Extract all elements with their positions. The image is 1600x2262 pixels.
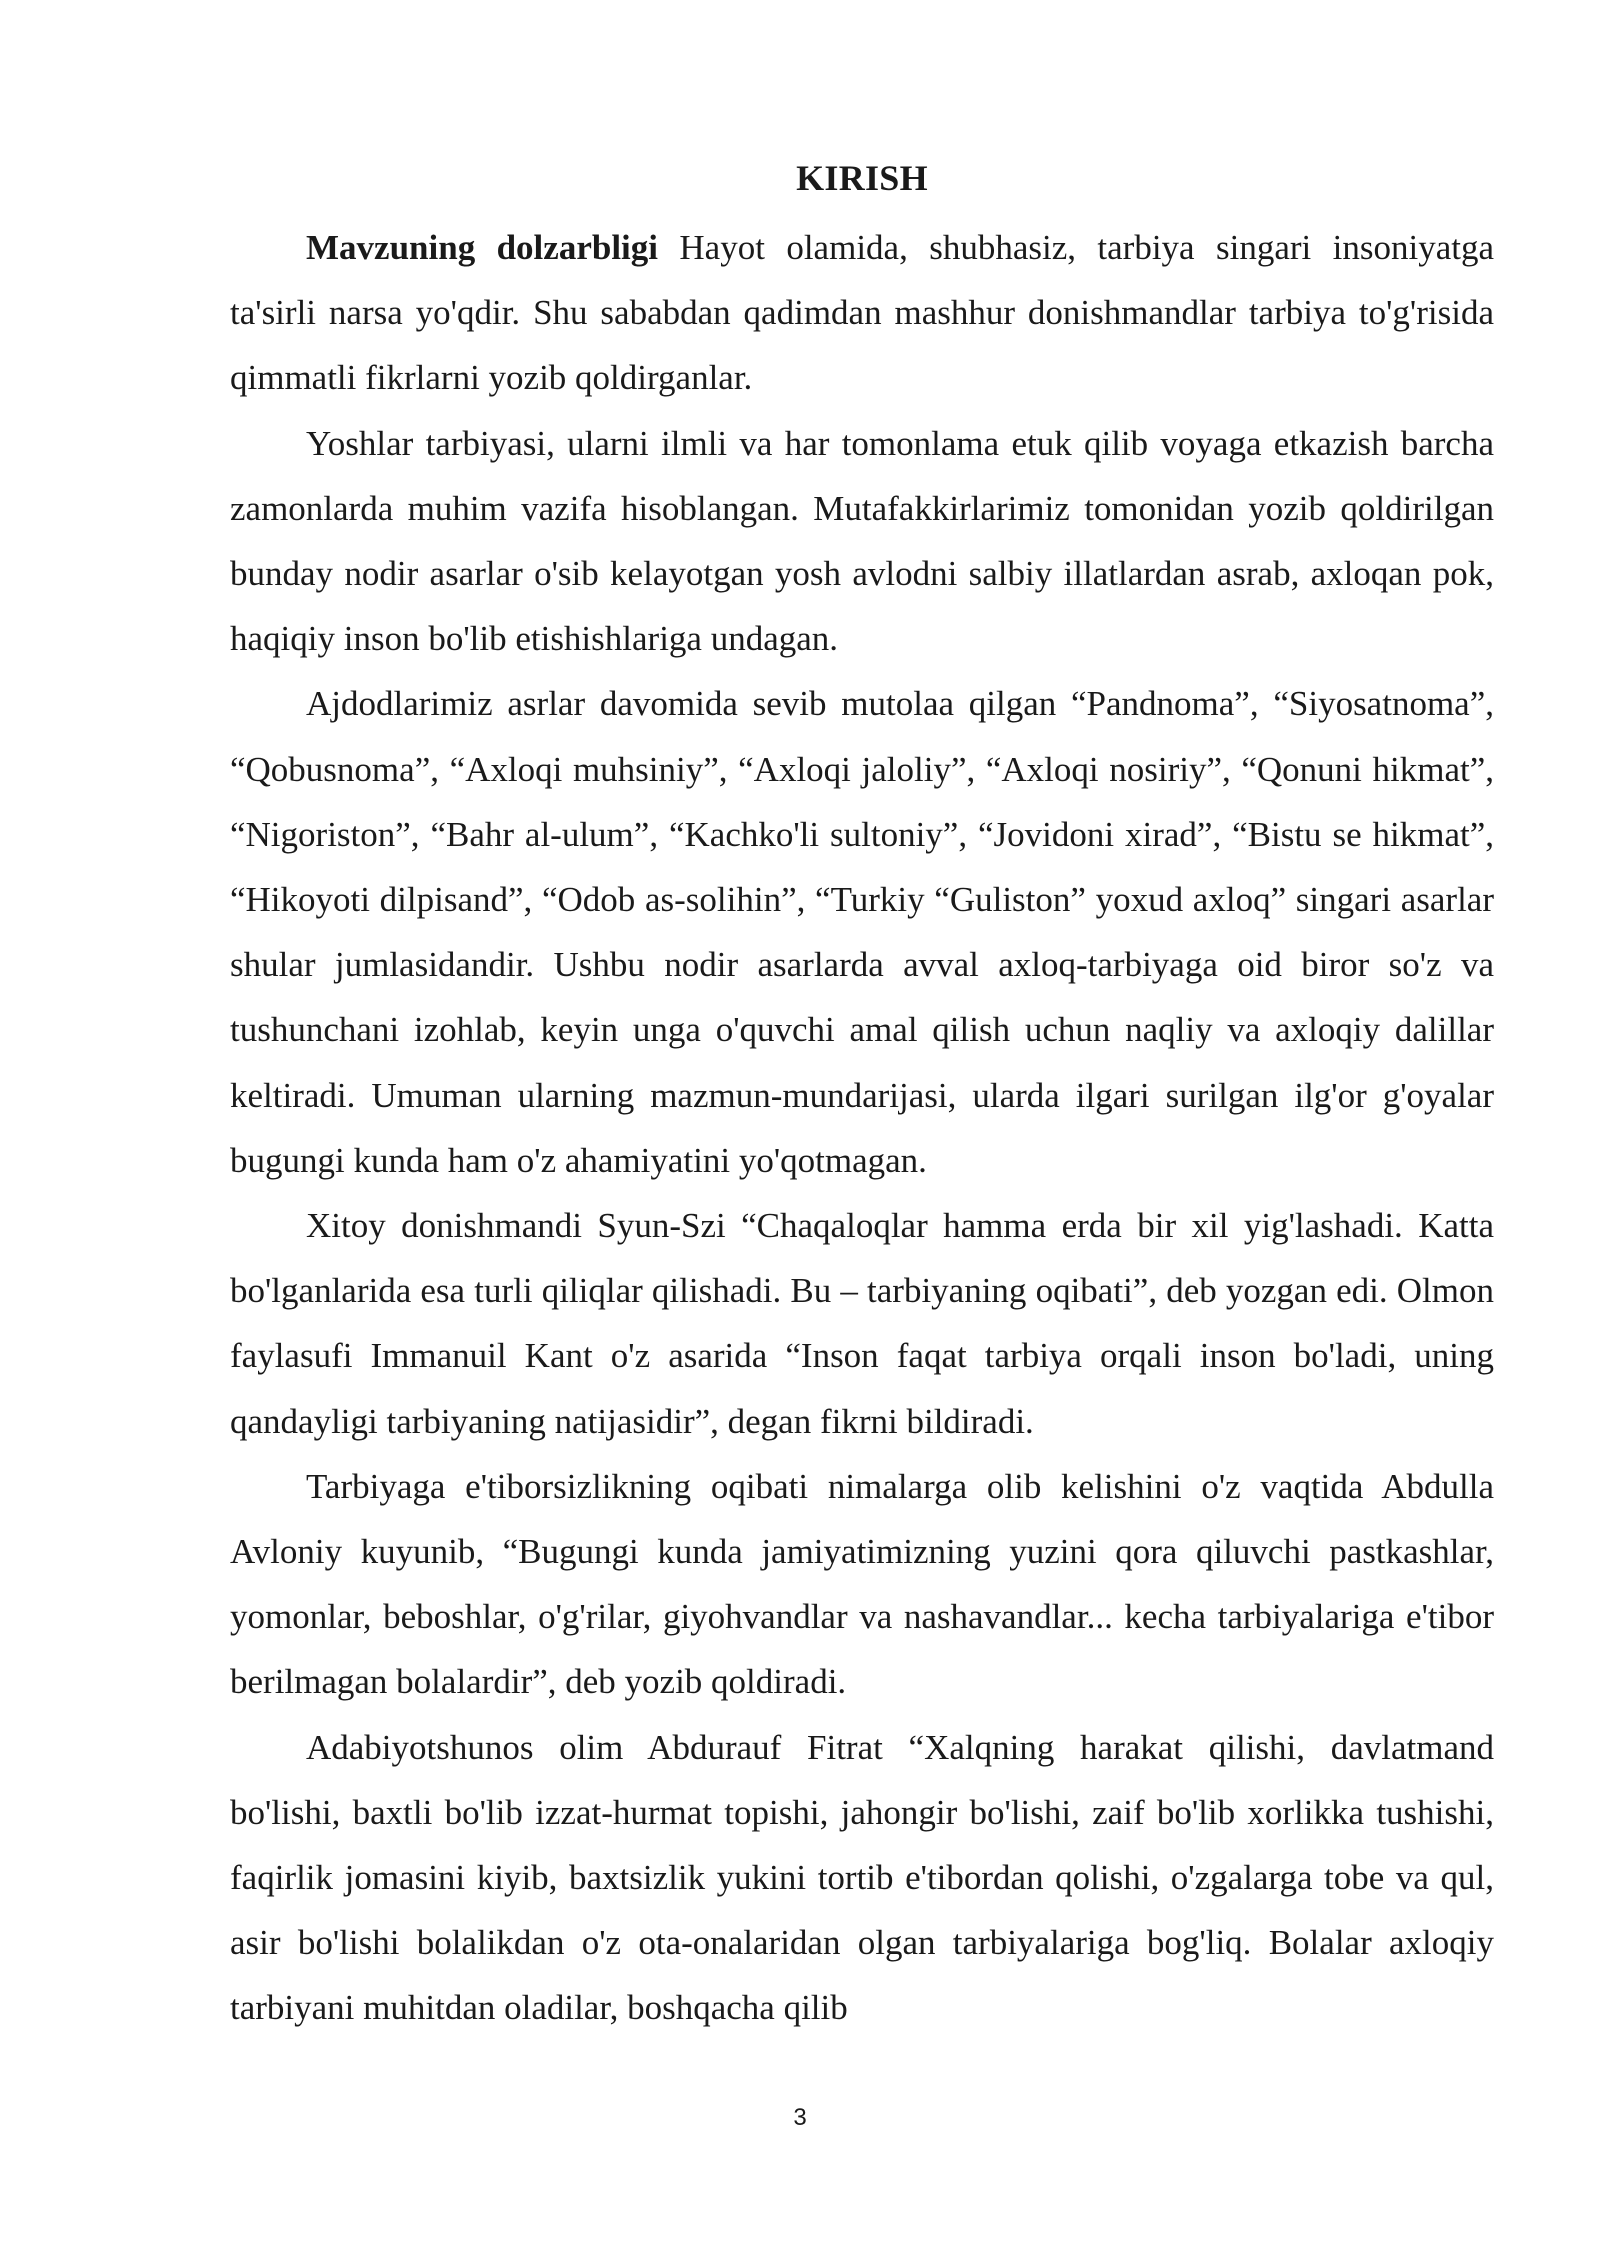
section-heading: KIRISH: [796, 158, 928, 198]
paragraph-youth-education: Yoshlar tarbiyasi, ularni ilmli va har tomonlama etuk qilib voyaga etkazish barcha zamonlarda muhim vazifa hisoblangan. Mutafakkirlarimiz tomonidan yozib qoldirilgan bunday nodir asarlar o'sib kelayotgan yosh avlodni salbiy illatlardan asrab, axloqan pok, haqiqiy inson bo'lib etishishlariga undagan.: [230, 423, 1494, 659]
intro-paragraph: [230, 215, 1494, 411]
page-number: 3: [793, 2104, 807, 2131]
paragraph-classic-works: Ajdodlarimiz asrlar davomida sevib mutolaa qilgan “Pandnoma”, “Siyosatnoma”, “Qobusnoma”, “Axloqi muhsiniy”, “Axloqi jaloliy”, “Axloqi nosiriy”, “Qonuni hikmat”, “Nigoriston”, “Bahr al-ulum”, “Kachko'li sultoniy”, “Jovidoni xirad”, “Bistu se hikmat”, “Hikoyoti dilpisand”, “Odob as-solihin”, “Turkiy “Guliston” yoxud axloq” singari asarlar shular jumlasidandir. Ushbu nodir asarlarda avval axloq-tarbiyaga oid biror so'z va tushunchani izohlab, keyin unga o'quvchi amal qilish uchun naqliy va axloqiy dalillar keltiradi. Umuman ularning mazmun-mundarijasi, ularda ilgari surilgan ilg'or g'oyalar bugungi kunda ham o'z ahamiyatini yo'qotmagan.: [230, 684, 1494, 1180]
paragraph-fitrat-quote: Adabiyotshunos olim Abdurauf Fitrat “Xalqning harakat qilishi, davlatmand bo'lishi, baxtli bo'lib izzat-hurmat topishi, jahongir bo'lishi, zaif bo'lib xorlikka tushishi, faqirlik jomasini kiyib, baxtsizlik yukini tortib e'tibordan qolishi, o'zgalarga tobe va qul, asir bo'lishi bolalikdan o'z ota-onalaridan olgan tarbiyalariga bog'liq. Bolalar axloqiy tarbiyani muhitdan oladilar, boshqacha qilib: [230, 1727, 1494, 2028]
relevance-label: Mavzuning dolzarbligi: [306, 228, 658, 267]
document-page: [230, 148, 1494, 2041]
paragraph-avloniy-quote: Tarbiyaga e'tiborsizlikning oqibati nimalarga olib kelishini o'z vaqtida Abdulla Avloniy kuyunib, “Bugungi kunda jamiyatimizning yuzini qora qiluvchi pastkashlar, yomonlar, beboshlar, o'g'rilar, giyohvandlar va nashavandlar... kecha tarbiyalariga e'tibor berilmagan bolalardir”, deb yozib qoldiradi.: [230, 1466, 1494, 1702]
paragraph-philosophers-quotes: Xitoy donishmandi Syun-Szi “Chaqaloqlar hamma erda bir xil yig'lashadi. Katta bo'lganlarida esa turli qiliqlar qilishadi. Bu – tarbiyaning oqibati”, deb yozgan edi. Olmon faylasufi Immanuil Kant o'z asarida “Inson faqat tarbiya orqali inson bo'ladi, uning qandayligi tarbiyaning natijasidir”, degan fikrni bildiradi.: [230, 1206, 1494, 1441]
intro-text: Hayot olamida, shubhasiz, tarbiya singari insoniyatga ta'sirli narsa yo'qdir. Shu sababdan qadimdan mashhur donishmandlar tarbiya to'g'risida qimmatli fikrlarni yozib qoldirganlar.: [230, 228, 1495, 398]
